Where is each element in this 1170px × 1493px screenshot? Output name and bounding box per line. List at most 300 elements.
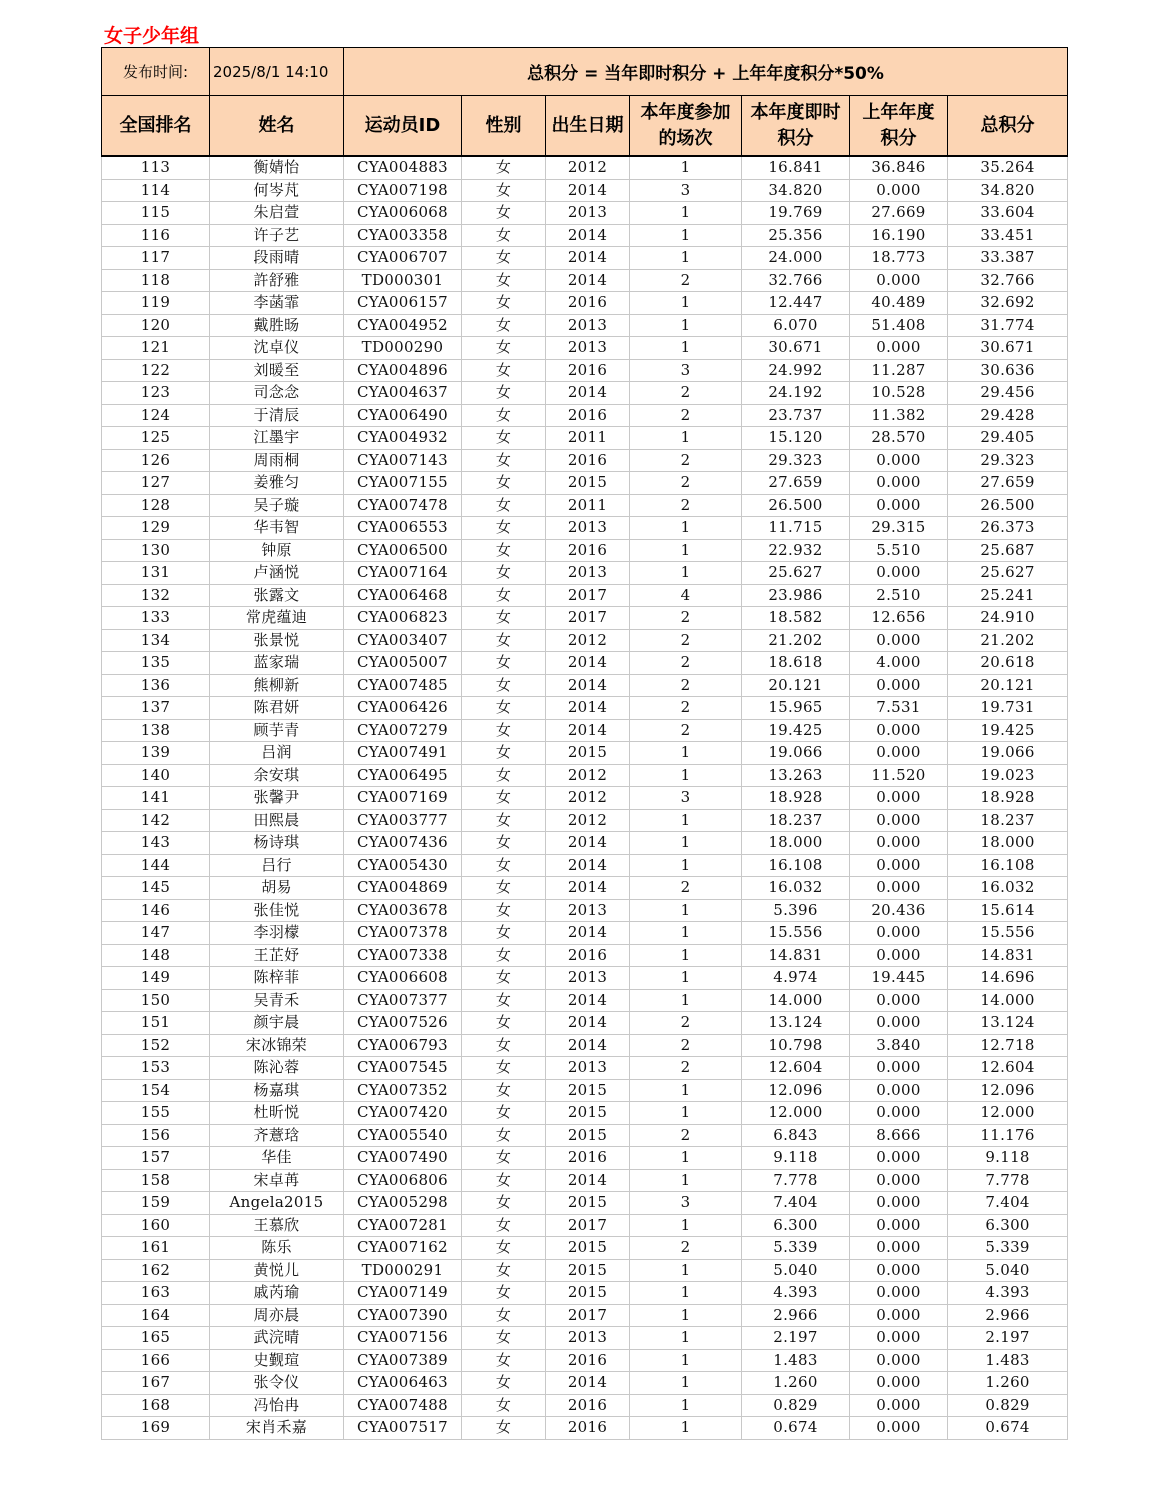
header-total-points: 总积分 bbox=[948, 96, 1068, 157]
table-row bbox=[102, 359, 1068, 382]
header-row bbox=[102, 96, 1068, 157]
cell-birth-year: 2016 bbox=[546, 1349, 630, 1372]
cell-name: 冯怡冉 bbox=[210, 1394, 344, 1417]
cell-athlete-id: CYA006426 bbox=[344, 697, 462, 720]
cell-current-points: 24.192 bbox=[742, 382, 850, 405]
cell-last-year-points: 0.000 bbox=[850, 1079, 948, 1102]
cell-gender: 女 bbox=[462, 1327, 546, 1350]
cell-gender: 女 bbox=[462, 1304, 546, 1327]
publish-row bbox=[102, 48, 1068, 96]
cell-rank: 123 bbox=[102, 382, 210, 405]
table-row bbox=[102, 697, 1068, 720]
cell-name: 司念念 bbox=[210, 382, 344, 405]
cell-athlete-id: CYA007517 bbox=[344, 1417, 462, 1440]
cell-rank: 159 bbox=[102, 1192, 210, 1215]
cell-total-points: 9.118 bbox=[948, 1147, 1068, 1170]
cell-current-points: 4.393 bbox=[742, 1282, 850, 1305]
cell-birth-year: 2012 bbox=[546, 764, 630, 787]
cell-athlete-id: CYA007198 bbox=[344, 179, 462, 202]
cell-athlete-id: CYA007164 bbox=[344, 562, 462, 585]
cell-gender: 女 bbox=[462, 922, 546, 945]
cell-birth-year: 2012 bbox=[546, 809, 630, 832]
cell-name: Angela2015 bbox=[210, 1192, 344, 1215]
cell-name: 齐薏琀 bbox=[210, 1124, 344, 1147]
cell-name: 周雨桐 bbox=[210, 449, 344, 472]
table-row bbox=[102, 1259, 1068, 1282]
cell-rank: 146 bbox=[102, 899, 210, 922]
cell-total-points: 24.910 bbox=[948, 607, 1068, 630]
cell-total-points: 25.687 bbox=[948, 539, 1068, 562]
cell-name: 衡婧怡 bbox=[210, 156, 344, 179]
table-row bbox=[102, 719, 1068, 742]
cell-current-points: 12.000 bbox=[742, 1102, 850, 1125]
cell-name: 华韦智 bbox=[210, 517, 344, 540]
cell-rank: 136 bbox=[102, 674, 210, 697]
cell-gender: 女 bbox=[462, 1102, 546, 1125]
cell-name: 卢涵悦 bbox=[210, 562, 344, 585]
cell-birth-year: 2012 bbox=[546, 156, 630, 179]
cell-last-year-points: 0.000 bbox=[850, 1394, 948, 1417]
cell-last-year-points: 36.846 bbox=[850, 156, 948, 179]
cell-total-points: 34.820 bbox=[948, 179, 1068, 202]
cell-athlete-id: CYA004637 bbox=[344, 382, 462, 405]
cell-gender: 女 bbox=[462, 292, 546, 315]
cell-gender: 女 bbox=[462, 1259, 546, 1282]
cell-rank: 139 bbox=[102, 742, 210, 765]
cell-name: 李菡霏 bbox=[210, 292, 344, 315]
cell-birth-year: 2016 bbox=[546, 1147, 630, 1170]
cell-events-count: 1 bbox=[630, 742, 742, 765]
table-row bbox=[102, 1327, 1068, 1350]
cell-athlete-id: CYA007162 bbox=[344, 1237, 462, 1260]
cell-gender: 女 bbox=[462, 1372, 546, 1395]
cell-last-year-points: 8.666 bbox=[850, 1124, 948, 1147]
table-row bbox=[102, 337, 1068, 360]
cell-name: 姜雅匀 bbox=[210, 472, 344, 495]
cell-current-points: 1.483 bbox=[742, 1349, 850, 1372]
cell-rank: 166 bbox=[102, 1349, 210, 1372]
cell-birth-year: 2015 bbox=[546, 472, 630, 495]
cell-name: 杨诗琪 bbox=[210, 832, 344, 855]
cell-total-points: 6.300 bbox=[948, 1214, 1068, 1237]
cell-gender: 女 bbox=[462, 1214, 546, 1237]
cell-rank: 130 bbox=[102, 539, 210, 562]
cell-events-count: 2 bbox=[630, 269, 742, 292]
cell-birth-year: 2014 bbox=[546, 179, 630, 202]
cell-last-year-points: 12.656 bbox=[850, 607, 948, 630]
cell-gender: 女 bbox=[462, 967, 546, 990]
cell-total-points: 30.671 bbox=[948, 337, 1068, 360]
cell-current-points: 20.121 bbox=[742, 674, 850, 697]
cell-events-count: 1 bbox=[630, 1304, 742, 1327]
cell-gender: 女 bbox=[462, 202, 546, 225]
ranking-table bbox=[101, 47, 1068, 1440]
cell-last-year-points: 0.000 bbox=[850, 1282, 948, 1305]
publish-time-value: 2025/8/1 14:10 bbox=[210, 48, 344, 96]
cell-last-year-points: 0.000 bbox=[850, 494, 948, 517]
cell-last-year-points: 0.000 bbox=[850, 1147, 948, 1170]
table-row bbox=[102, 1124, 1068, 1147]
table-row bbox=[102, 292, 1068, 315]
cell-total-points: 32.692 bbox=[948, 292, 1068, 315]
cell-events-count: 1 bbox=[630, 1259, 742, 1282]
cell-birth-year: 2014 bbox=[546, 247, 630, 270]
cell-rank: 132 bbox=[102, 584, 210, 607]
table-row bbox=[102, 1169, 1068, 1192]
cell-total-points: 32.766 bbox=[948, 269, 1068, 292]
cell-last-year-points: 27.669 bbox=[850, 202, 948, 225]
cell-rank: 121 bbox=[102, 337, 210, 360]
cell-events-count: 1 bbox=[630, 247, 742, 270]
cell-athlete-id: CYA006495 bbox=[344, 764, 462, 787]
cell-current-points: 19.066 bbox=[742, 742, 850, 765]
cell-gender: 女 bbox=[462, 427, 546, 450]
cell-name: 陈乐 bbox=[210, 1237, 344, 1260]
cell-events-count: 4 bbox=[630, 584, 742, 607]
cell-birth-year: 2015 bbox=[546, 1102, 630, 1125]
cell-events-count: 2 bbox=[630, 1124, 742, 1147]
cell-events-count: 2 bbox=[630, 674, 742, 697]
cell-gender: 女 bbox=[462, 1394, 546, 1417]
cell-last-year-points: 0.000 bbox=[850, 1372, 948, 1395]
cell-events-count: 2 bbox=[630, 607, 742, 630]
cell-birth-year: 2014 bbox=[546, 832, 630, 855]
cell-birth-year: 2012 bbox=[546, 629, 630, 652]
cell-name: 钟原 bbox=[210, 539, 344, 562]
table-row bbox=[102, 1237, 1068, 1260]
table-row bbox=[102, 1034, 1068, 1057]
table-row bbox=[102, 247, 1068, 270]
cell-rank: 135 bbox=[102, 652, 210, 675]
cell-rank: 145 bbox=[102, 877, 210, 900]
cell-birth-year: 2014 bbox=[546, 652, 630, 675]
header-last-year-points: 上年年度 积分 bbox=[850, 96, 948, 157]
cell-name: 吴子璇 bbox=[210, 494, 344, 517]
cell-name: 张景悦 bbox=[210, 629, 344, 652]
cell-events-count: 1 bbox=[630, 1147, 742, 1170]
cell-rank: 143 bbox=[102, 832, 210, 855]
cell-birth-year: 2016 bbox=[546, 539, 630, 562]
cell-athlete-id: CYA006806 bbox=[344, 1169, 462, 1192]
cell-gender: 女 bbox=[462, 1237, 546, 1260]
cell-birth-year: 2017 bbox=[546, 584, 630, 607]
cell-current-points: 27.659 bbox=[742, 472, 850, 495]
cell-events-count: 1 bbox=[630, 967, 742, 990]
cell-current-points: 18.582 bbox=[742, 607, 850, 630]
cell-total-points: 11.176 bbox=[948, 1124, 1068, 1147]
cell-athlete-id: CYA007485 bbox=[344, 674, 462, 697]
cell-athlete-id: CYA004896 bbox=[344, 359, 462, 382]
table-row bbox=[102, 156, 1068, 179]
cell-events-count: 3 bbox=[630, 787, 742, 810]
cell-total-points: 7.404 bbox=[948, 1192, 1068, 1215]
cell-total-points: 25.241 bbox=[948, 584, 1068, 607]
table-row bbox=[102, 787, 1068, 810]
cell-current-points: 11.715 bbox=[742, 517, 850, 540]
cell-total-points: 14.000 bbox=[948, 989, 1068, 1012]
cell-athlete-id: CYA004952 bbox=[344, 314, 462, 337]
cell-last-year-points: 0.000 bbox=[850, 269, 948, 292]
cell-current-points: 29.323 bbox=[742, 449, 850, 472]
cell-current-points: 2.966 bbox=[742, 1304, 850, 1327]
cell-name: 杨嘉琪 bbox=[210, 1079, 344, 1102]
cell-last-year-points: 28.570 bbox=[850, 427, 948, 450]
cell-total-points: 18.000 bbox=[948, 832, 1068, 855]
cell-last-year-points: 0.000 bbox=[850, 719, 948, 742]
cell-last-year-points: 20.436 bbox=[850, 899, 948, 922]
cell-last-year-points: 3.840 bbox=[850, 1034, 948, 1057]
cell-birth-year: 2013 bbox=[546, 1327, 630, 1350]
cell-last-year-points: 0.000 bbox=[850, 674, 948, 697]
cell-gender: 女 bbox=[462, 1034, 546, 1057]
cell-rank: 118 bbox=[102, 269, 210, 292]
cell-rank: 162 bbox=[102, 1259, 210, 1282]
table-row bbox=[102, 809, 1068, 832]
cell-events-count: 1 bbox=[630, 292, 742, 315]
cell-gender: 女 bbox=[462, 809, 546, 832]
cell-athlete-id: CYA006823 bbox=[344, 607, 462, 630]
cell-events-count: 1 bbox=[630, 224, 742, 247]
cell-birth-year: 2013 bbox=[546, 1057, 630, 1080]
cell-last-year-points: 0.000 bbox=[850, 1349, 948, 1372]
cell-rank: 134 bbox=[102, 629, 210, 652]
cell-gender: 女 bbox=[462, 584, 546, 607]
cell-last-year-points: 0.000 bbox=[850, 449, 948, 472]
cell-name: 田熙晨 bbox=[210, 809, 344, 832]
cell-current-points: 26.500 bbox=[742, 494, 850, 517]
cell-name: 沈卓仪 bbox=[210, 337, 344, 360]
cell-total-points: 29.428 bbox=[948, 404, 1068, 427]
cell-birth-year: 2016 bbox=[546, 944, 630, 967]
cell-birth-year: 2016 bbox=[546, 359, 630, 382]
cell-birth-year: 2014 bbox=[546, 224, 630, 247]
cell-birth-year: 2014 bbox=[546, 1372, 630, 1395]
cell-birth-year: 2017 bbox=[546, 1304, 630, 1327]
cell-last-year-points: 0.000 bbox=[850, 854, 948, 877]
table-row bbox=[102, 202, 1068, 225]
cell-events-count: 1 bbox=[630, 832, 742, 855]
cell-last-year-points: 40.489 bbox=[850, 292, 948, 315]
cell-gender: 女 bbox=[462, 1147, 546, 1170]
cell-name: 吕润 bbox=[210, 742, 344, 765]
cell-events-count: 1 bbox=[630, 1102, 742, 1125]
cell-current-points: 32.766 bbox=[742, 269, 850, 292]
cell-events-count: 1 bbox=[630, 314, 742, 337]
cell-birth-year: 2017 bbox=[546, 1214, 630, 1237]
cell-name: 吕行 bbox=[210, 854, 344, 877]
cell-gender: 女 bbox=[462, 382, 546, 405]
cell-events-count: 2 bbox=[630, 472, 742, 495]
cell-athlete-id: CYA007478 bbox=[344, 494, 462, 517]
cell-birth-year: 2016 bbox=[546, 1417, 630, 1440]
cell-events-count: 1 bbox=[630, 1372, 742, 1395]
cell-athlete-id: CYA006553 bbox=[344, 517, 462, 540]
table-row bbox=[102, 629, 1068, 652]
cell-last-year-points: 0.000 bbox=[850, 832, 948, 855]
cell-events-count: 2 bbox=[630, 877, 742, 900]
cell-current-points: 34.820 bbox=[742, 179, 850, 202]
cell-gender: 女 bbox=[462, 719, 546, 742]
cell-rank: 155 bbox=[102, 1102, 210, 1125]
cell-athlete-id: CYA007488 bbox=[344, 1394, 462, 1417]
cell-athlete-id: CYA007491 bbox=[344, 742, 462, 765]
table-row bbox=[102, 742, 1068, 765]
cell-rank: 120 bbox=[102, 314, 210, 337]
cell-birth-year: 2014 bbox=[546, 1169, 630, 1192]
cell-name: 颜宇晨 bbox=[210, 1012, 344, 1035]
cell-name: 黄悦儿 bbox=[210, 1259, 344, 1282]
cell-athlete-id: CYA005298 bbox=[344, 1192, 462, 1215]
cell-rank: 126 bbox=[102, 449, 210, 472]
cell-total-points: 31.774 bbox=[948, 314, 1068, 337]
cell-events-count: 1 bbox=[630, 899, 742, 922]
cell-events-count: 1 bbox=[630, 539, 742, 562]
cell-athlete-id: CYA007155 bbox=[344, 472, 462, 495]
cell-athlete-id: CYA005540 bbox=[344, 1124, 462, 1147]
table-row bbox=[102, 877, 1068, 900]
cell-gender: 女 bbox=[462, 674, 546, 697]
cell-rank: 164 bbox=[102, 1304, 210, 1327]
cell-current-points: 18.000 bbox=[742, 832, 850, 855]
cell-rank: 119 bbox=[102, 292, 210, 315]
cell-events-count: 1 bbox=[630, 517, 742, 540]
cell-current-points: 9.118 bbox=[742, 1147, 850, 1170]
cell-rank: 114 bbox=[102, 179, 210, 202]
cell-current-points: 6.300 bbox=[742, 1214, 850, 1237]
cell-birth-year: 2013 bbox=[546, 967, 630, 990]
cell-athlete-id: CYA007143 bbox=[344, 449, 462, 472]
cell-athlete-id: TD000290 bbox=[344, 337, 462, 360]
cell-current-points: 25.627 bbox=[742, 562, 850, 585]
cell-name: 史觐瑄 bbox=[210, 1349, 344, 1372]
cell-total-points: 16.108 bbox=[948, 854, 1068, 877]
cell-gender: 女 bbox=[462, 337, 546, 360]
table-row bbox=[102, 989, 1068, 1012]
cell-name: 宋冰锦荣 bbox=[210, 1034, 344, 1057]
cell-gender: 女 bbox=[462, 539, 546, 562]
cell-birth-year: 2011 bbox=[546, 494, 630, 517]
cell-rank: 161 bbox=[102, 1237, 210, 1260]
cell-events-count: 1 bbox=[630, 922, 742, 945]
cell-name: 許舒雅 bbox=[210, 269, 344, 292]
cell-total-points: 7.778 bbox=[948, 1169, 1068, 1192]
cell-gender: 女 bbox=[462, 269, 546, 292]
cell-birth-year: 2015 bbox=[546, 1237, 630, 1260]
cell-name: 张佳悦 bbox=[210, 899, 344, 922]
cell-gender: 女 bbox=[462, 652, 546, 675]
cell-current-points: 19.425 bbox=[742, 719, 850, 742]
cell-events-count: 2 bbox=[630, 382, 742, 405]
cell-athlete-id: CYA006707 bbox=[344, 247, 462, 270]
cell-name: 王慕欣 bbox=[210, 1214, 344, 1237]
table-row bbox=[102, 1372, 1068, 1395]
cell-rank: 151 bbox=[102, 1012, 210, 1035]
cell-last-year-points: 51.408 bbox=[850, 314, 948, 337]
cell-last-year-points: 18.773 bbox=[850, 247, 948, 270]
cell-athlete-id: CYA004932 bbox=[344, 427, 462, 450]
table-row bbox=[102, 1057, 1068, 1080]
cell-gender: 女 bbox=[462, 404, 546, 427]
cell-current-points: 12.604 bbox=[742, 1057, 850, 1080]
table-row bbox=[102, 854, 1068, 877]
table-row bbox=[102, 1282, 1068, 1305]
cell-rank: 128 bbox=[102, 494, 210, 517]
cell-events-count: 1 bbox=[630, 944, 742, 967]
cell-rank: 113 bbox=[102, 156, 210, 179]
cell-current-points: 22.932 bbox=[742, 539, 850, 562]
cell-gender: 女 bbox=[462, 517, 546, 540]
cell-athlete-id: CYA007490 bbox=[344, 1147, 462, 1170]
cell-athlete-id: TD000291 bbox=[344, 1259, 462, 1282]
cell-last-year-points: 29.315 bbox=[850, 517, 948, 540]
table-row bbox=[102, 1417, 1068, 1440]
cell-total-points: 15.556 bbox=[948, 922, 1068, 945]
cell-events-count: 1 bbox=[630, 854, 742, 877]
cell-rank: 147 bbox=[102, 922, 210, 945]
cell-total-points: 0.674 bbox=[948, 1417, 1068, 1440]
cell-rank: 140 bbox=[102, 764, 210, 787]
cell-birth-year: 2017 bbox=[546, 607, 630, 630]
cell-last-year-points: 0.000 bbox=[850, 1259, 948, 1282]
cell-last-year-points: 11.520 bbox=[850, 764, 948, 787]
cell-last-year-points: 0.000 bbox=[850, 337, 948, 360]
cell-events-count: 1 bbox=[630, 989, 742, 1012]
cell-total-points: 13.124 bbox=[948, 1012, 1068, 1035]
cell-birth-year: 2015 bbox=[546, 742, 630, 765]
cell-name: 周亦晨 bbox=[210, 1304, 344, 1327]
cell-athlete-id: CYA006500 bbox=[344, 539, 462, 562]
table-row bbox=[102, 224, 1068, 247]
cell-last-year-points: 0.000 bbox=[850, 1012, 948, 1035]
cell-total-points: 19.425 bbox=[948, 719, 1068, 742]
cell-athlete-id: CYA007169 bbox=[344, 787, 462, 810]
cell-current-points: 14.000 bbox=[742, 989, 850, 1012]
cell-rank: 137 bbox=[102, 697, 210, 720]
cell-rank: 163 bbox=[102, 1282, 210, 1305]
cell-current-points: 15.556 bbox=[742, 922, 850, 945]
cell-athlete-id: CYA003777 bbox=[344, 809, 462, 832]
header-events-count: 本年度参加 的场次 bbox=[630, 96, 742, 157]
cell-athlete-id: CYA006463 bbox=[344, 1372, 462, 1395]
cell-name: 戚芮瑜 bbox=[210, 1282, 344, 1305]
cell-total-points: 33.604 bbox=[948, 202, 1068, 225]
cell-athlete-id: CYA007377 bbox=[344, 989, 462, 1012]
cell-birth-year: 2013 bbox=[546, 314, 630, 337]
cell-name: 何岑芃 bbox=[210, 179, 344, 202]
cell-current-points: 21.202 bbox=[742, 629, 850, 652]
table-row bbox=[102, 562, 1068, 585]
cell-total-points: 18.237 bbox=[948, 809, 1068, 832]
cell-birth-year: 2016 bbox=[546, 1394, 630, 1417]
cell-birth-year: 2014 bbox=[546, 719, 630, 742]
cell-current-points: 6.843 bbox=[742, 1124, 850, 1147]
cell-events-count: 1 bbox=[630, 1214, 742, 1237]
cell-last-year-points: 0.000 bbox=[850, 1102, 948, 1125]
cell-name: 戴胜旸 bbox=[210, 314, 344, 337]
cell-events-count: 2 bbox=[630, 719, 742, 742]
publish-time-label: 发布时间: bbox=[102, 48, 210, 96]
cell-events-count: 2 bbox=[630, 1057, 742, 1080]
cell-events-count: 2 bbox=[630, 1034, 742, 1057]
cell-total-points: 29.405 bbox=[948, 427, 1068, 450]
cell-athlete-id: CYA006793 bbox=[344, 1034, 462, 1057]
cell-athlete-id: CYA007389 bbox=[344, 1349, 462, 1372]
cell-last-year-points: 0.000 bbox=[850, 742, 948, 765]
cell-total-points: 12.604 bbox=[948, 1057, 1068, 1080]
cell-rank: 117 bbox=[102, 247, 210, 270]
cell-rank: 133 bbox=[102, 607, 210, 630]
cell-last-year-points: 5.510 bbox=[850, 539, 948, 562]
